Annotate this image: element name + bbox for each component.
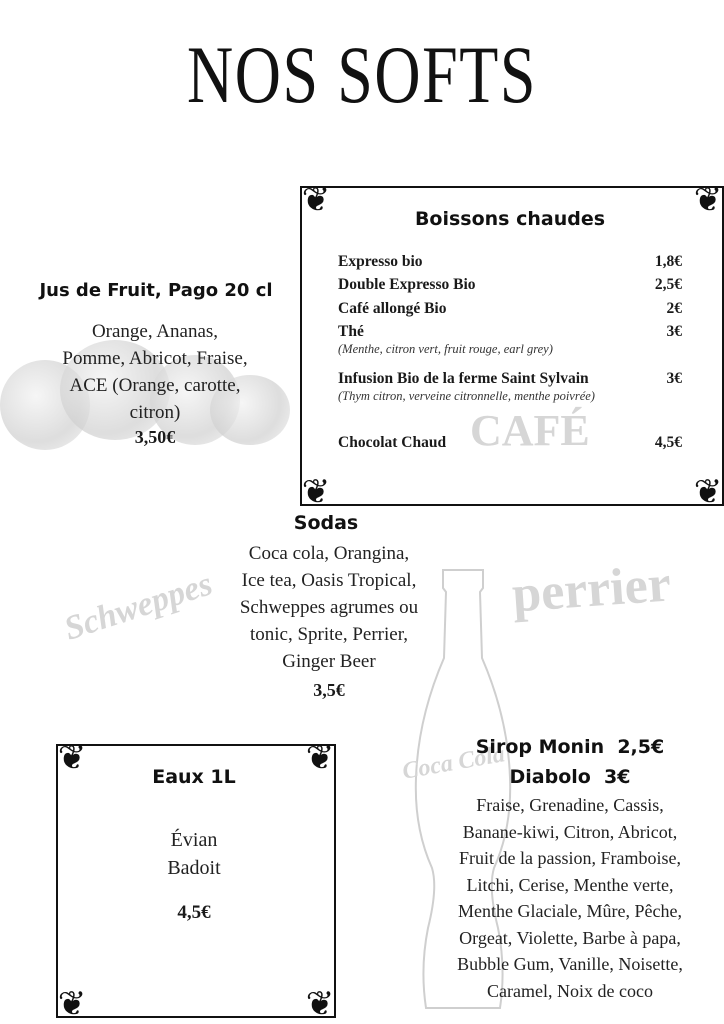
ornament-icon: ❦ xyxy=(305,984,335,1024)
sodas-line: Ginger Beer xyxy=(282,651,376,672)
jus-list xyxy=(30,318,280,426)
sirop-heading: Sirop Monin 2,5€ xyxy=(475,736,665,758)
eaux-price: 4,5€ xyxy=(177,902,211,923)
sodas-line: Coca cola, Orangina, xyxy=(248,543,410,564)
menu-item-note: (Thym citron, verveine citronnelle, menthe poivrée) xyxy=(338,389,595,403)
menu-item-name: Infusion Bio de la ferme Saint Sylvain xyxy=(338,370,589,387)
chaudes-heading: Boissons chaudes xyxy=(414,208,606,230)
menu-item xyxy=(338,370,688,405)
menu-item xyxy=(338,434,688,452)
eaux-line: Badoit xyxy=(167,857,221,879)
menu-item-price: 2€ xyxy=(666,300,682,317)
jus-line: Pomme, Abricot, Fraise, xyxy=(62,348,248,369)
ornament-icon: ❦ xyxy=(57,738,87,778)
diabolo-heading: Diabolo 3€ xyxy=(509,766,631,788)
menu-item-name: Café allongé Bio xyxy=(338,300,447,317)
ornament-icon: ❦ xyxy=(301,472,331,512)
sirop-line: Caramel, Noix de coco xyxy=(487,980,653,1001)
schweppes-logo: Schweppes xyxy=(59,565,217,648)
perrier-logo: perrier xyxy=(510,555,673,624)
eaux-heading: Eaux 1L xyxy=(152,766,236,788)
ornament-icon: ❦ xyxy=(301,180,331,220)
menu-item-price: 3€ xyxy=(666,323,682,340)
menu-item-name: Thé xyxy=(338,323,364,340)
sirop-line: Litchi, Cerise, Menthe verte, xyxy=(466,874,674,895)
eaux-list xyxy=(56,826,332,882)
sirop-line: Banane-kiwi, Citron, Abricot, xyxy=(462,821,678,842)
menu-item-price: 1,8€ xyxy=(654,253,682,270)
sodas-heading: Sodas xyxy=(293,512,359,534)
page-title: NOS SOFTS xyxy=(187,29,537,120)
menu-item-price: 2,5€ xyxy=(654,276,682,293)
ornament-icon: ❦ xyxy=(305,738,335,778)
menu-item-note: (Menthe, citron vert, fruit rouge, earl grey) xyxy=(338,342,553,356)
sodas-line: Ice tea, Oasis Tropical, xyxy=(241,570,417,591)
jus-price: 3,50€ xyxy=(134,427,176,447)
sirop-line: Orgeat, Violette, Barbe à papa, xyxy=(459,927,681,948)
coca-logo: Coca Cola xyxy=(400,741,507,785)
sodas-line: Schweppes agrumes ou xyxy=(239,597,419,618)
menu-item xyxy=(338,276,688,294)
menu-item-price: 3€ xyxy=(666,370,682,387)
ornament-icon: ❦ xyxy=(693,180,723,220)
menu-item-name: Expresso bio xyxy=(338,253,423,270)
sirop-list xyxy=(418,792,722,1004)
ornament-icon: ❦ xyxy=(693,472,723,512)
menu-item xyxy=(338,300,688,318)
jus-line: Orange, Ananas, xyxy=(91,321,219,342)
sodas-list xyxy=(216,540,442,675)
sirop-line: Bubble Gum, Vanille, Noisette, xyxy=(457,954,683,974)
sirop-line: Fruit de la passion, Framboise, xyxy=(459,848,681,868)
menu-item xyxy=(338,323,688,358)
sodas-line: tonic, Sprite, Perrier, xyxy=(249,624,409,645)
cafe-watermark: CAFÉ xyxy=(470,406,590,455)
sirop-line: Menthe Glaciale, Mûre, Pêche, xyxy=(458,901,682,921)
menu-item xyxy=(338,253,688,271)
menu-item-price: 4,5€ xyxy=(654,434,682,451)
sodas-price: 3,5€ xyxy=(313,680,345,700)
sirop-line: Fraise, Grenadine, Cassis, xyxy=(476,795,664,815)
jus-heading: Jus de Fruit, Pago 20 cl xyxy=(39,280,273,301)
eaux-line: Évian xyxy=(170,829,218,851)
menu-item-name: Chocolat Chaud xyxy=(338,434,447,451)
menu-item-name: Double Expresso Bio xyxy=(338,276,476,293)
jus-line: citron) xyxy=(129,402,181,423)
ornament-icon: ❦ xyxy=(57,984,87,1024)
jus-line: ACE (Orange, carotte, xyxy=(69,375,241,396)
